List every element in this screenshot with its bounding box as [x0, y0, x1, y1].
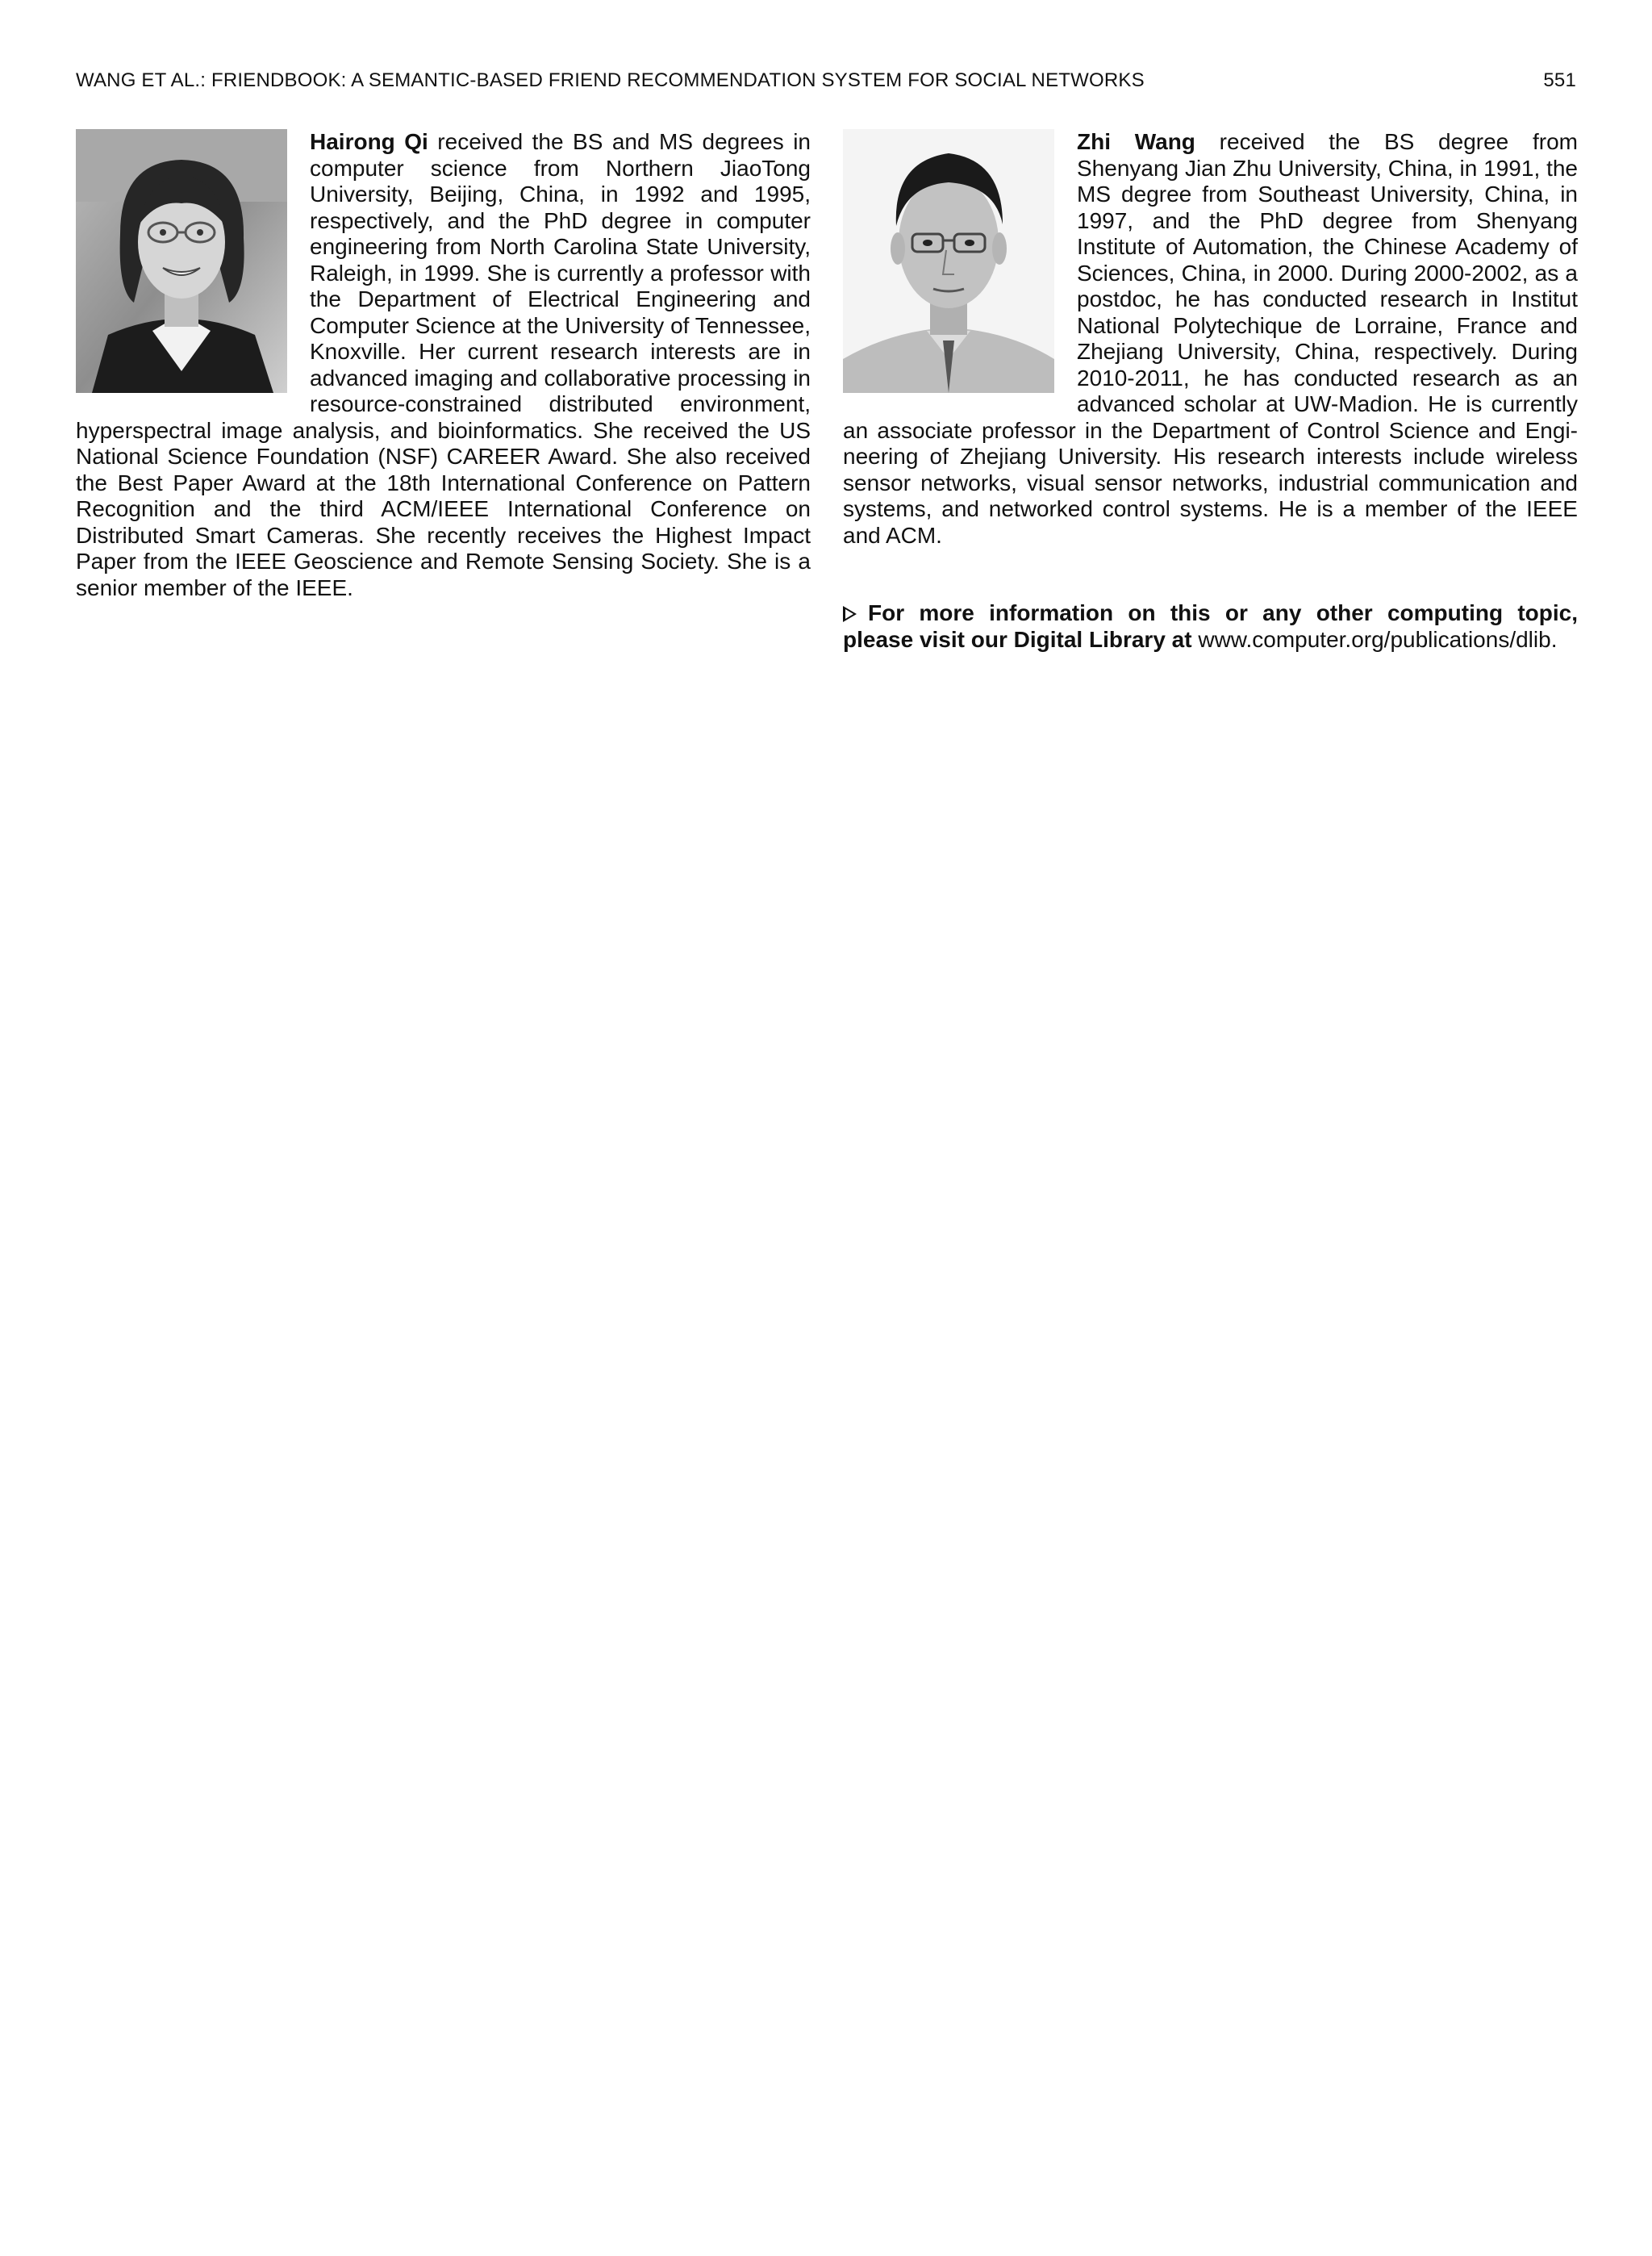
digital-library-note: [843, 600, 1578, 653]
author-photo: [76, 129, 287, 393]
page-number: 551: [1543, 69, 1576, 91]
bio-text: received the BS degree from Shenyang Jian Zhu University, China, in 1991, the MS degree from Southeast University, China, in 1997, and the PhD degree from Shenyang Institute of Automation, the Chinese Academy of Sciences, China, in 2000. During 2000-2002, as a postdoc, he has conducted research in Institut National Polytechique de Lorraine, France and Zhejiang University, China, respectively. During 2010-2011, he has conducted research as an advanced scholar at UW-Madion. He is currently an associate professor in the Department of Control Science and Engineering of Zhejiang University. His research interests include wireless sensor networks, visual sensor networks, industrial communication and systems, and networked control systems. He is a member of the IEEE and ACM.: [843, 129, 1578, 548]
bio-text: received the BS and MS degrees in computer science from Northern JiaoTong University, Beijing, China, in 1992 and 1995, respectively, and the PhD degree in computer engineering from North Carolina State University, Raleigh, in 1999. She is currently a professor with the Department of Electrical Engineering and Computer Science at the University of Tennessee, Knoxville. Her current research interests are in advanced imaging and collaborative processing in resource-constrained distributed environment, hyperspectral image analysis, and bioinformatics. She received the US National Science Foundation (NSF) CAREER Award. She also received the Best Paper Award at the 18th International Conference on Pattern Recognition and the third ACM/IEEE International Conference on Distributed Smart Cameras. She recently receives the Highest Impact Paper from the IEEE Geoscience and Remote Sensing Society. She is a senior member of the IEEE.: [76, 129, 811, 600]
author-photo: [843, 129, 1054, 393]
note-period: .: [1550, 626, 1558, 652]
author-name: Hairong Qi: [310, 129, 428, 154]
triangle-icon: [843, 606, 857, 622]
running-title: WANG ET AL.: FRIENDBOOK: A SEMANTIC-BASED FRIEND RECOMMENDATION SYSTEM FOR SOCIAL NETWORKS: [76, 69, 1145, 91]
running-head: [76, 69, 1576, 98]
note-text: For more information on this or any other computing topic, please visit our Digital Library at: [843, 600, 1578, 652]
bio-zhi-wang: [843, 129, 1578, 549]
bio-hairong-qi: [76, 129, 811, 601]
dlib-link[interactable]: www.computer.org/publications/dlib: [1198, 626, 1551, 652]
author-name: Zhi Wang: [1077, 129, 1195, 154]
